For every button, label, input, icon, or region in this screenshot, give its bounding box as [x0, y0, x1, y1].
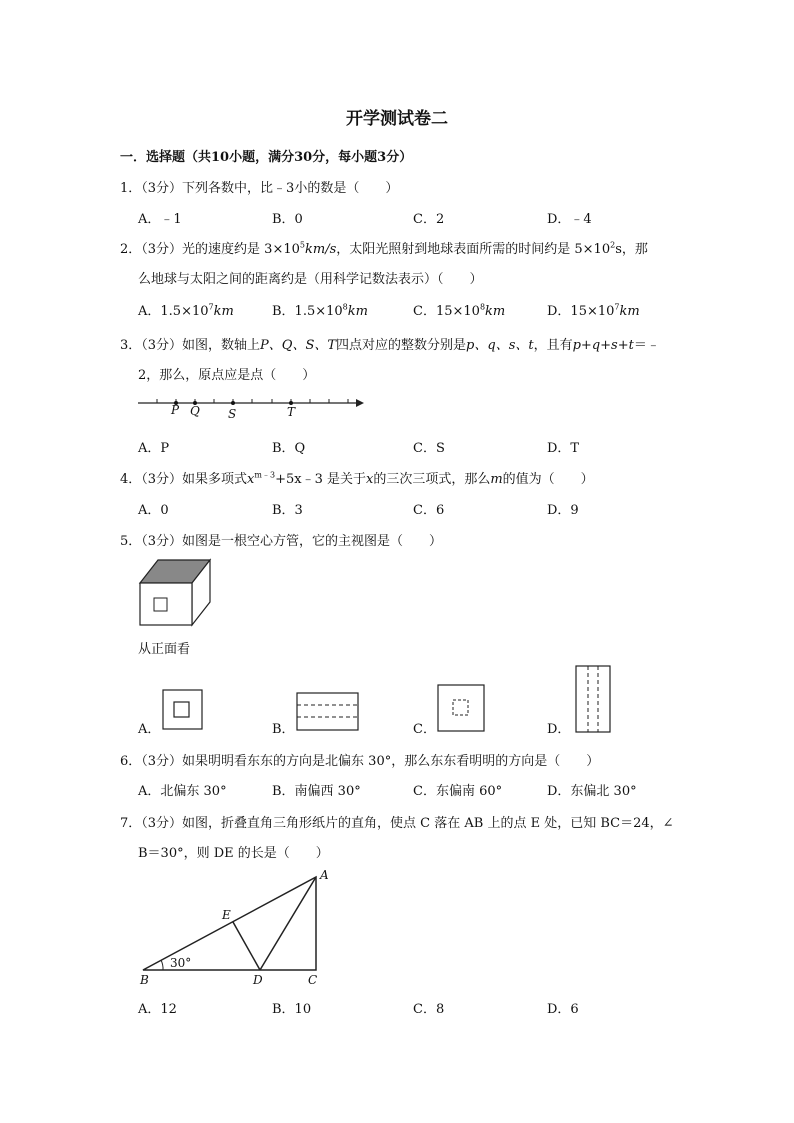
q7-option-b: B．10	[272, 1002, 312, 1017]
q2-a-exp: 7	[208, 302, 214, 312]
q1-option-a: A．﹣1	[138, 212, 182, 227]
q6-option-d: D．东偏北 30°	[547, 784, 637, 799]
q2-d-unit: km	[619, 304, 640, 319]
q6-option-b: B．南偏西 30°	[272, 784, 361, 799]
q4-m: m	[490, 472, 503, 487]
q3-option-a: A．P	[138, 441, 170, 456]
segment-ad	[260, 877, 316, 970]
label-b: B	[140, 973, 149, 987]
q1-option-b: B．0	[272, 212, 303, 227]
label-c: C	[308, 973, 318, 987]
q3-option-d: D．T	[547, 441, 580, 456]
q3-points: P、Q、S、T	[260, 338, 337, 353]
q4-rest2: 的三次三项式，那么	[373, 472, 491, 487]
q2-c-label: C．15×10	[413, 304, 480, 319]
q3-eq: p+q+s+t	[572, 338, 634, 353]
q3-text-a: 3．（3分）如图，数轴上	[120, 338, 261, 353]
q7-option-d: D．6	[547, 1002, 579, 1017]
q5-option-b: B．	[272, 722, 295, 737]
question-7-line-2: B＝30°，则 DE 的长是（ ）	[138, 846, 329, 861]
axis-label-q: Q	[190, 404, 200, 418]
q3-text-c: ，且有	[533, 338, 573, 353]
q3-vars: p、q、s、t	[466, 338, 534, 353]
q1-option-d: D．﹣4	[547, 212, 592, 227]
q4-x2: x	[365, 472, 374, 487]
q3-text-b: 四点对应的整数分别是	[336, 338, 467, 353]
q5-option-a: A．	[138, 722, 161, 737]
label-angle: 30°	[170, 956, 192, 970]
q1-option-c: C．2	[413, 212, 445, 227]
view-caption: 从正面看	[138, 642, 191, 657]
q2-c-exp: 8	[479, 302, 486, 312]
q4-prefix: 4．（3分）如果多项式	[120, 472, 248, 487]
q3-option-c: C．S	[413, 441, 445, 456]
question-6: 6．（3分）如果明明看东东的方向是北偏东 30°，那么东东看明明的方向是（ ）	[120, 754, 600, 769]
q2-b-label: B．1.5×10	[272, 304, 343, 319]
question-5: 5．（3分）如图是一根空心方管，它的主视图是（ ）	[120, 534, 443, 549]
q6-option-c: C．东偏南 60°	[413, 784, 503, 799]
segment-ed	[233, 922, 260, 970]
angle-arc	[161, 960, 163, 970]
q2-a-unit: km	[213, 304, 234, 319]
q4-rest: +5x﹣3 是关于	[275, 472, 366, 487]
q4-option-b: B．3	[272, 503, 303, 518]
q7-option-a: A．12	[138, 1002, 177, 1017]
axis-label-t: T	[287, 405, 296, 419]
axis-label-s: S	[228, 407, 237, 421]
question-2-line-2: 么地球与太阳之间的距离约是（用科学记数法表示）（ ）	[138, 272, 483, 287]
triangle-abc	[143, 877, 316, 970]
q2-d-exp: 7	[614, 302, 620, 312]
q6-option-a: A．北偏东 30°	[138, 784, 227, 799]
q2-d-label: D．15×10	[547, 304, 615, 319]
label-d: D	[253, 973, 263, 987]
q2-exp-2: 2	[610, 240, 616, 250]
q5-option-c: C．	[413, 722, 436, 737]
label-a: A	[320, 868, 329, 882]
q2-text-d: s，那	[615, 242, 648, 257]
q2-exp-1: 5	[299, 240, 305, 250]
page-title: 开学测试卷二	[346, 109, 448, 129]
axis-label-p: P	[171, 403, 180, 417]
label-e: E	[222, 908, 231, 922]
section-heading: 一．选择题（共10小题，满分30分，每小题3分）	[120, 150, 413, 165]
question-3-line-2: 2，那么，原点应是点（ ）	[138, 368, 316, 383]
q4-option-c: C．6	[413, 503, 445, 518]
q7-option-c: C．8	[413, 1002, 445, 1017]
q2-c-unit: km	[485, 304, 506, 319]
q4-option-a: A．0	[138, 503, 169, 518]
q4-option-d: D．9	[547, 503, 579, 518]
q2-text-c: ，太阳光照射到地球表面所需的时间约是 5×10	[336, 242, 611, 257]
q2-unit: km/s	[304, 242, 337, 257]
question-1: 1．（3分）下列各数中，比﹣3小的数是（ ）	[120, 181, 399, 196]
q3-text-d: ＝﹣	[633, 338, 660, 353]
q2-b-unit: km	[347, 304, 368, 319]
q4-rest3: 的值为（ ）	[502, 472, 594, 487]
q2-b-exp: 8	[342, 302, 348, 312]
q5-option-d: D．	[547, 722, 571, 737]
q2-a-label: A．1.5×10	[138, 304, 209, 319]
q3-option-b: B．Q	[272, 441, 306, 456]
question-7-line-1: 7．（3分）如图，折叠直角三角形纸片的直角，使点 C 落在 AB 上的点 E 处，已知 BC＝24，∠	[120, 816, 674, 831]
q4-exp: m﹣3	[254, 470, 276, 480]
q2-text-a: 2．（3分）光的速度约是 3×10	[120, 242, 300, 257]
q4-x: x	[247, 472, 255, 487]
